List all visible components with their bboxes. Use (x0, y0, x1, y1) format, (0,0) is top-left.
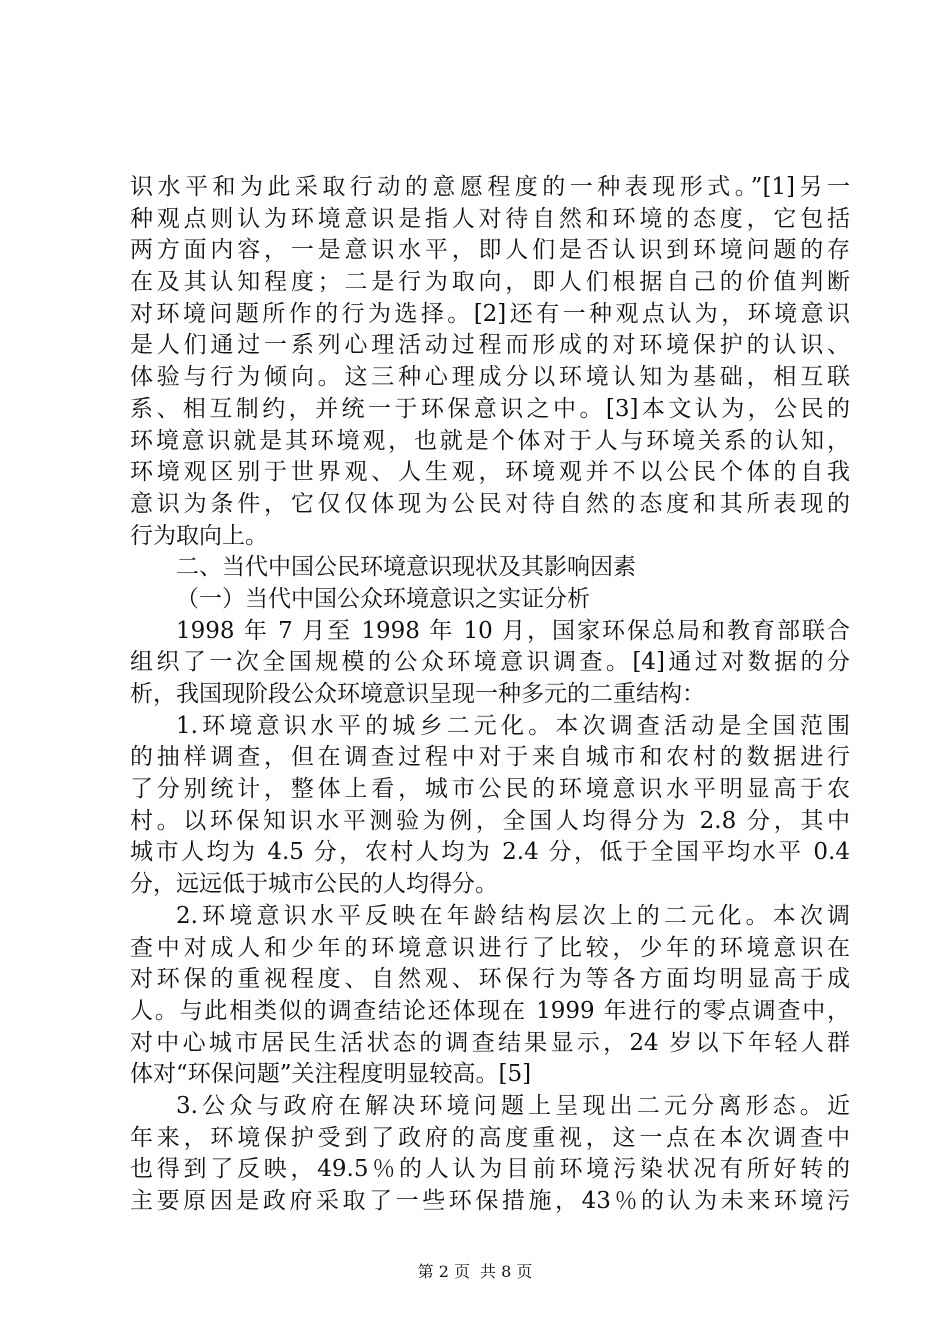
subsection-heading: （一）当代中国公众环境意识之实证分析 (176, 585, 590, 612)
text-line: 两方面内容，一是意识水平，即人们是否认识到环境问题的存 (130, 237, 850, 264)
text-line: 2.环境意识水平反映在年龄结构层次上的二元化。本次调 (176, 902, 850, 929)
text-line: 年来，环境保护受到了政府的高度重视，这一点在本次调查中 (130, 1124, 850, 1151)
text-line: 在及其认知程度；二是行为取向，即人们根据自己的价值判断 (130, 269, 850, 296)
body-text (130, 172, 850, 1218)
text-line: 人。与此相类似的调查结论还体现在 1999 年进行的零点调查中， (130, 997, 850, 1024)
text-line: 对环保的重视程度、自然观、环保行为等各方面均明显高于成 (130, 966, 850, 993)
text-line: 主要原因是政府采取了一些环保措施，43％的认为未来环境污 (130, 1188, 850, 1214)
page-number: 第 2 页 (417, 1262, 470, 1281)
text-line: 对环境问题所作的行为选择。[2]还有一种观点认为，环境意识 (130, 300, 850, 327)
text-line: 1998 年 7 月至 1998 年 10 月，国家环保总局和教育部联合 (176, 617, 850, 644)
text-line: 体验与行为倾向。这三种心理成分以环境认知为基础，相互联 (130, 364, 850, 391)
text-line: 环境观区别于世界观、人生观，环境观并不以公民个体的自我 (130, 459, 850, 486)
section-heading: 二、当代中国公民环境意识现状及其影响因素 (176, 554, 636, 581)
text-line: 城市人均为 4.5 分，农村人均为 2.4 分，低于全国平均水平 0.4 (130, 839, 850, 866)
text-line: 析，我国现阶段公众环境意识呈现一种多元的二重结构： (130, 681, 705, 707)
text-line: 了分别统计，整体上看，城市公民的环境意识水平明显高于农 (130, 776, 850, 803)
text-line: 查中对成人和少年的环境意识进行了比较，少年的环境意识在 (130, 934, 850, 961)
text-line: 环境意识就是其环境观，也就是个体对于人与环境关系的认知， (130, 427, 850, 454)
page-footer (0, 1262, 950, 1282)
text-line: 行为取向上。 (130, 522, 268, 549)
text-line: 体对“环保问题”关注程度明显较高。[5] (130, 1061, 532, 1088)
text-line: 意识为条件，它仅仅体现为公民对待自然的态度和其所表现的 (130, 490, 850, 517)
text-line: 3.公众与政府在解决环境问题上呈现出二元分离形态。近 (176, 1092, 850, 1119)
text-line: 组织了一次全国规模的公众环境意识调查。[4]通过对数据的分 (130, 649, 850, 676)
text-line: 是人们通过一系列心理活动过程而形成的对环境保护的认识、 (130, 332, 850, 359)
text-line: 村。以环保知识水平测验为例，全国人均得分为 2.8 分，其中 (130, 807, 850, 834)
text-line: 分，远远低于城市公民的人均得分。 (130, 871, 498, 898)
text-line: 的抽样调查，但在调查过程中对于来自城市和农村的数据进行 (130, 744, 850, 771)
text-line: 种观点则认为环境意识是指人对待自然和环境的态度，它包括 (130, 205, 850, 232)
page-total: 共 8 页 (480, 1262, 533, 1281)
text-line: 1.环境意识水平的城乡二元化。本次调查活动是全国范围 (176, 712, 850, 739)
text-line: 对中心城市居民生活状态的调查结果显示，24 岁以下年轻人群 (130, 1029, 850, 1056)
text-line: 系、相互制约，并统一于环保意识之中。[3]本文认为，公民的 (130, 395, 850, 422)
text-line: 识水平和为此采取行动的意愿程度的一种表现形式。”[1]另一 (130, 174, 850, 200)
text-line: 也得到了反映，49.5％的人认为目前环境污染状况有所好转的 (130, 1156, 850, 1183)
